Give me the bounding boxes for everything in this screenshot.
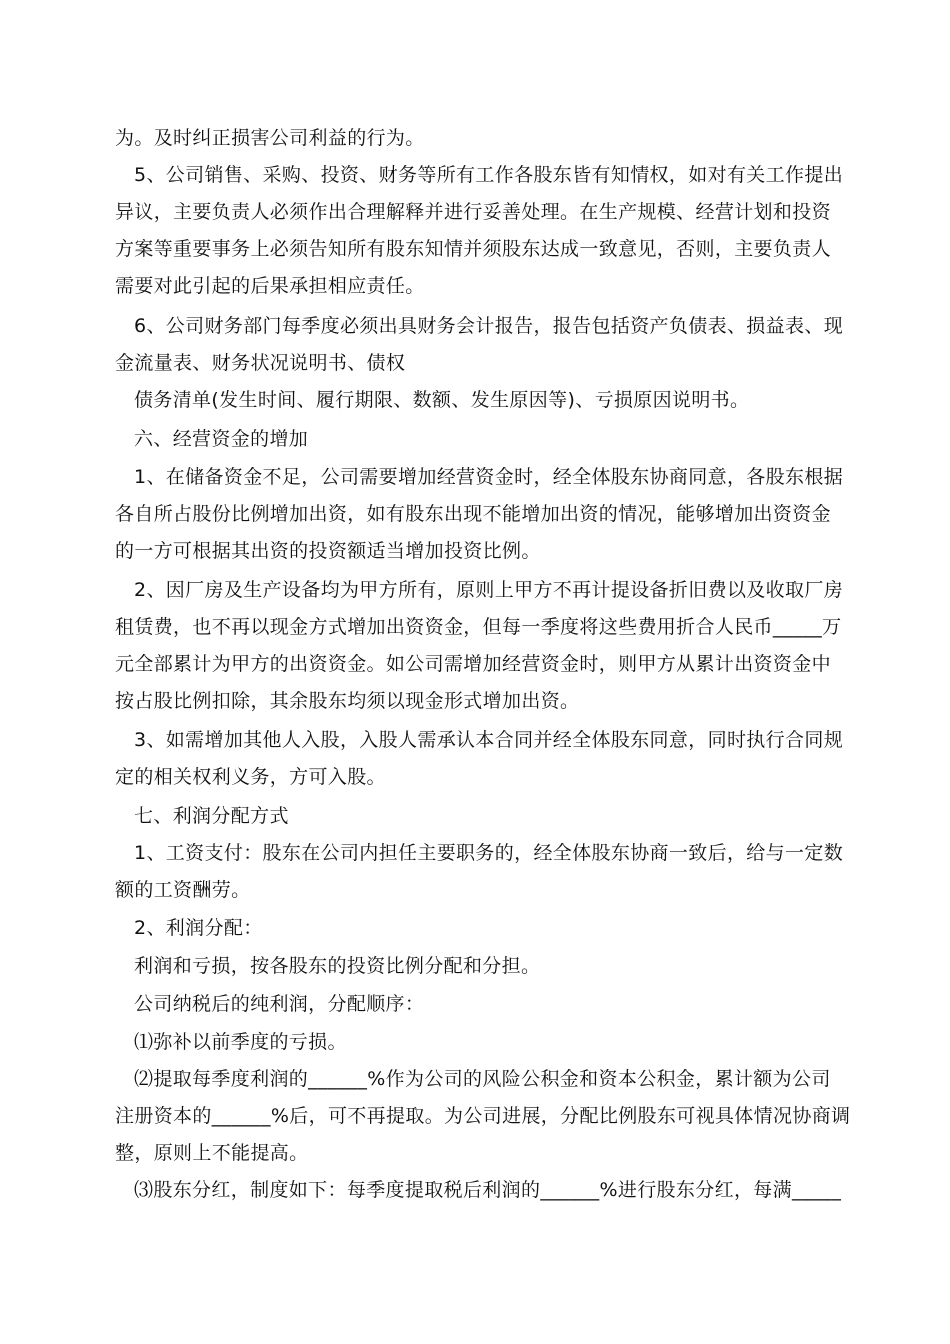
- text-line: 各自所占股份比例增加出资，如有股东出现不能增加出资的情况，能够增加出资资金: [115, 503, 831, 525]
- text-line: 6、公司财务部门每季度必须出具财务会计报告，报告包括资产负债表、损益表、现: [134, 315, 844, 337]
- text-line: 注册资本的______%后，可不再提取。为公司进展，分配比例股东可视具体情况协商调: [115, 1105, 851, 1127]
- text-line: 利润和亏损，按各股东的投资比例分配和分担。: [134, 955, 541, 977]
- text-line: ⑴弥补以前季度的亏损。: [134, 1031, 347, 1053]
- text-line: 租赁费，也不再以现金方式增加出资资金，但每一季度将这些费用折合人民币_____万: [115, 616, 842, 638]
- text-line: ⑵提取每季度利润的______%作为公司的风险公积金和资本公积金，累计额为公司: [134, 1068, 831, 1090]
- text-line: 1、工资支付：股东在公司内担任主要职务的，经全体股东协商一致后，给与一定数: [134, 842, 844, 864]
- text-line: 金流量表、财务状况说明书、债权: [115, 352, 406, 374]
- text-line: 2、利润分配：: [134, 917, 263, 939]
- text-line: 异议，主要负责人必须作出合理解释并进行妥善处理。在生产规模、经营计划和投资: [115, 201, 831, 223]
- text-line: 2、因厂房及生产设备均为甲方所有，原则上甲方不再计提设备折旧费以及收取厂房: [134, 579, 844, 601]
- text-line: 为。及时纠正损害公司利益的行为。: [115, 127, 425, 149]
- section-heading: 七、利润分配方式: [134, 805, 289, 827]
- text-line: 按占股比例扣除，其余股东均须以现金形式增加出资。: [115, 690, 580, 712]
- text-line: 3、如需增加其他人入股，入股人需承认本合同并经全体股东同意，同时执行合同规: [134, 729, 844, 751]
- text-line: 的一方可根据其出资的投资额适当增加投资比例。: [115, 540, 541, 562]
- section-heading: 六、经营资金的增加: [134, 428, 309, 450]
- text-line: 整，原则上不能提高。: [115, 1142, 309, 1164]
- text-line: 额的工资酬劳。: [115, 879, 251, 901]
- text-line: 债务清单(发生时间、履行期限、数额、发生原因等)、亏损原因说明书。: [134, 389, 750, 411]
- text-line: ⑶股东分红，制度如下：每季度提取税后利润的______%进行股东分红，每满_____: [134, 1179, 842, 1201]
- text-line: 公司纳税后的纯利润，分配顺序：: [134, 993, 425, 1015]
- text-line: 元全部累计为甲方的出资资金。如公司需增加经营资金时，则甲方从累计出资资金中: [115, 653, 831, 675]
- text-line: 定的相关权利义务，方可入股。: [115, 766, 386, 788]
- text-line: 方案等重要事务上必须告知所有股东知情并须股东达成一致意见，否则，主要负责人: [115, 238, 831, 260]
- text-line: 1、在储备资金不足，公司需要增加经营资金时，经全体股东协商同意，各股东根据: [134, 466, 844, 488]
- text-line: 5、公司销售、采购、投资、财务等所有工作各股东皆有知情权，如对有关工作提出: [134, 164, 844, 186]
- text-line: 需要对此引起的后果承担相应责任。: [115, 275, 425, 297]
